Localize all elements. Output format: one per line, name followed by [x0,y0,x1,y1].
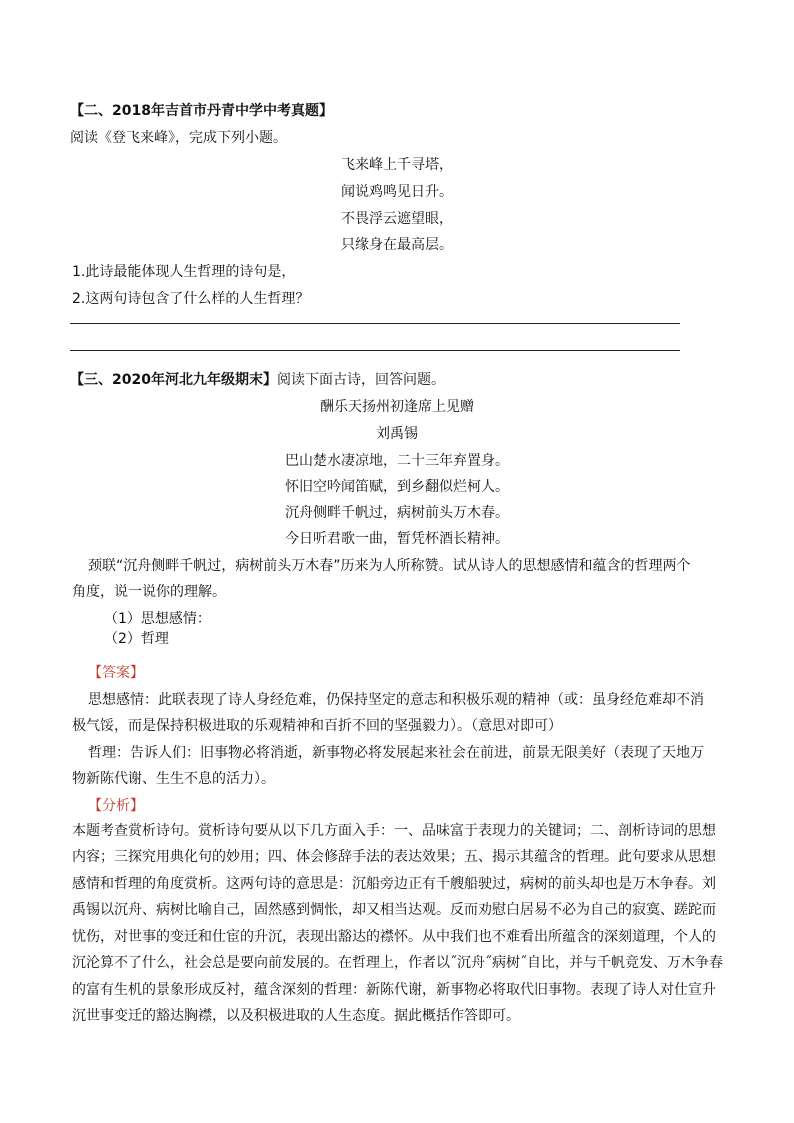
answer-line-4-text: 物新陈代谢、生生不息的活力）。 [72,771,275,787]
poem1-line-2: 闻说鸡鸣见日升。 [341,184,453,200]
poem1-line-3: 不畏浮云遮望眼， [341,211,453,227]
poem2-line-4: 今日听君歌一曲，暂凭杯酒长精神。 [285,531,509,547]
section3-header-rest: 阅读下面古诗，回答问题。 [276,372,445,388]
poem2-author: 刘禹锡 [376,426,418,442]
analysis-line-3: 感情和哲理的角度赏析。这两句诗的意思是：沉船旁边正有千艘船驶过，病树的前头却也是万木争春。刘 [72,876,716,892]
poem2-line-2: 怀旧空吟闻笛赋，到乡翻似烂柯人。 [285,479,509,495]
analysis-line-6: 沉沦算不了什么，社会总是要向前发展的。在哲理上，作者以˝沉舟˝病树˝自比，并与千帆竞发、万木争春 [72,955,723,971]
poem2-line-1: 巴山楚水凄凉地，二十三年弃置身。 [285,453,509,469]
question-2: 2.这两句诗包含了什么样的人生哲理？ [72,291,310,307]
analysis-line-1: 本题考查赏析诗句。赏析诗句要从以下几方面入手：一、品味富于表现力的关键词；二、剖析诗词的思想 [72,823,716,839]
poem2-line-3: 沉舟侧畔千帆过，病树前头万木春。 [285,505,509,521]
analysis-line-2: 内容；三探究用典化句的妙用；四、体会修辞手法的表达效果；五、揭示其蕴含的哲理。此句要求从思想 [72,849,716,865]
section3-header-line [70,371,445,389]
analysis-line-5: 忧伤，对世事的变迁和仕宦的升沉，表现出豁达的襟怀。从中我们也不难看出所蕴含的深刻道理，个人的 [72,929,716,945]
section3-header: 【三、2020年河北九年级期末】 [70,372,277,388]
answer-line-3-text: 哲理：告诉人们：旧事物必将消逝，新事物必将发展起来社会在前进，前景无限美好（表现了天地万 [88,745,704,761]
answer-label: 【答案】 [88,665,144,681]
question-1: 1.此诗最能体现人生哲理的诗句是， [72,264,296,280]
analysis-label: 【分析】 [88,798,144,814]
question-3-line-2: 角度，说一说你的理解。 [72,584,226,600]
answer-line-1-text: 思想感情：此联表现了诗人身经危难，仍保持坚定的意志和积极乐观的精神（或：虽身经危难却不消 [88,692,704,708]
poem2-title: 酬乐天扬州初逢席上见赠 [320,399,474,415]
poem1-line-1: 飞来峰上千寻塔， [341,157,453,173]
sub-question-2: （2）哲理 [104,631,169,647]
answer-line-2-text: 极气馁，而是保持积极进取的乐观精神和百折不回的坚强毅力）。（意思对即可） [72,718,562,734]
analysis-line-7: 的富有生机的景象形成反衬，蕴含深刻的哲理：新陈代谢，新事物必将取代旧事物。表现了诗人对仕宣升 [72,982,716,998]
sub-question-1: （1）思想感情： [104,611,211,627]
poem1-line-4: 只缘身在最高层。 [341,237,453,253]
section2-header: 【二、2018年吉首市丹青中学中考真题】 [70,103,333,119]
analysis-line-8: 沉世事变迁的豁达胸襟，以及积极进取的人生态度。据此概括作答即可。 [72,1008,520,1024]
answer-line-2 [70,350,680,351]
answer-line-1 [70,323,680,324]
analysis-line-4: 禹锡以沉舟、病树比喻自己，固然感到惆怅，却又相当达观。反而劝慰白居易不必为自己的寂寞、蹉跎而 [72,902,716,918]
section2-intro: 阅读《登飞来峰》，完成下列小题。 [70,130,287,146]
question-3-line-1: 颈联“沉舟侧畔千帆过，病树前头万木春”历来为人所称赞。试从诗人的思想感情和蕴含的哲理两个 [88,558,691,574]
